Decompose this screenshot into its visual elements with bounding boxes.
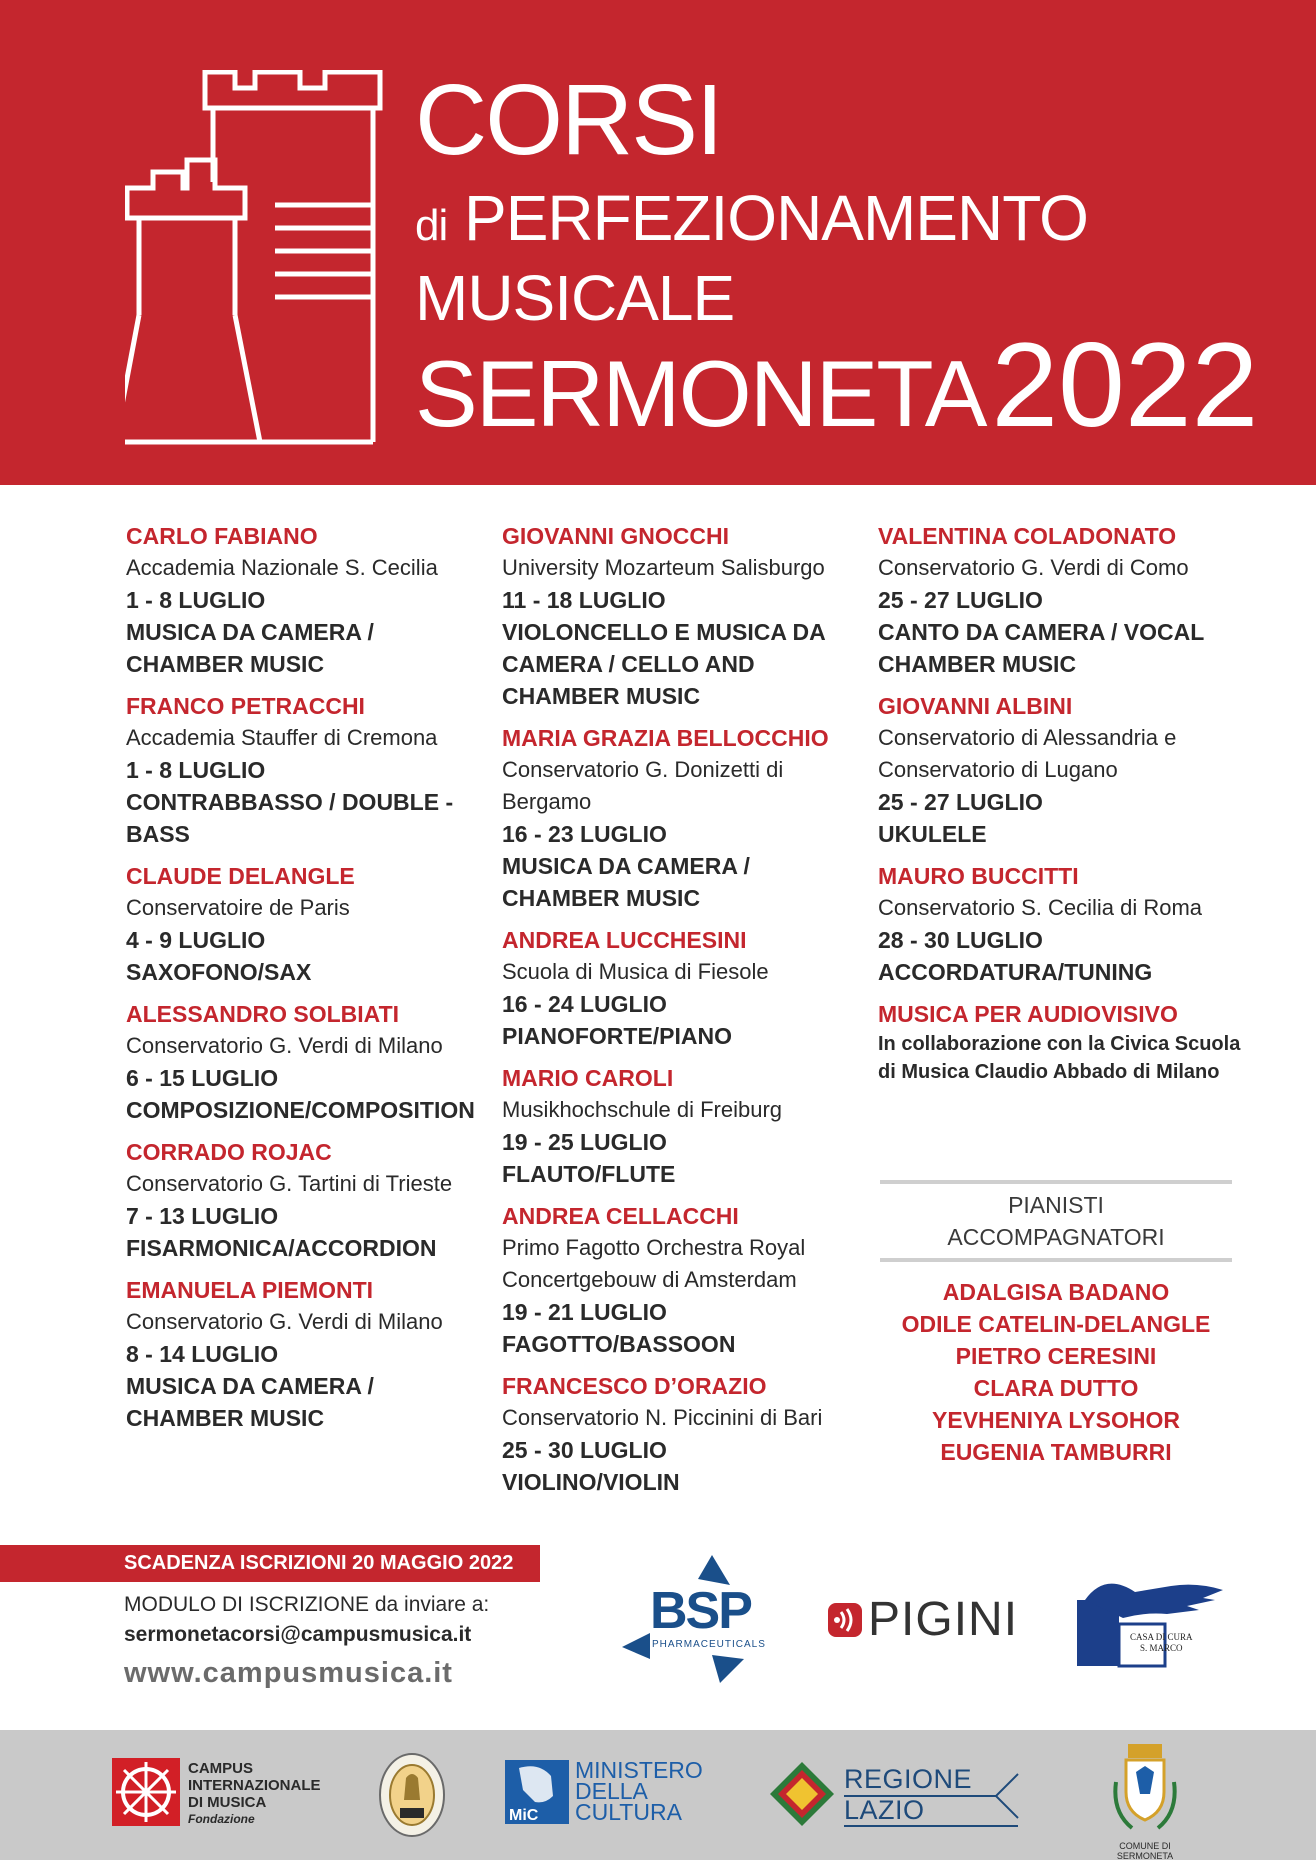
pianist-name: YEVHENIYA LYSOHOR	[932, 1407, 1180, 1433]
pianisti-heading-line2: ACCOMPAGNATORI	[947, 1224, 1165, 1250]
campus-line2: INTERNAZIONALE	[188, 1777, 321, 1794]
regione-line1: REGIONE	[844, 1764, 973, 1794]
course-entry	[502, 1200, 872, 1360]
institution: Conservatorio N. Piccinini di Bari	[502, 1405, 823, 1430]
website-link[interactable]: www.campusmusica.it	[124, 1657, 453, 1689]
course-dates: 1 - 8 LUGLIO	[126, 587, 266, 613]
course-subject: MUSICA DA CAMERA / CHAMBER MUSIC	[126, 619, 374, 677]
institution: Scuola di Musica di Fiesole	[502, 959, 769, 984]
registration-form-text: MODULO DI ISCRIZIONE da inviare a:	[124, 1593, 490, 1616]
pianisti-accompagnatori	[880, 1180, 1232, 1468]
course-subject: MUSICA DA CAMERA / CHAMBER MUSIC	[502, 853, 750, 911]
pianist-name: ADALGISA BADANO	[942, 1279, 1170, 1305]
ministero-text	[575, 1757, 703, 1825]
course-dates: 25 - 27 LUGLIO	[878, 789, 1043, 815]
header-banner	[0, 0, 1316, 485]
campus-line1: CAMPUS	[188, 1760, 254, 1777]
course-entry	[878, 860, 1248, 988]
bsp-subtitle: PHARMACEUTICALS	[652, 1639, 766, 1650]
pianist-name: EUGENIA TAMBURRI	[940, 1439, 1172, 1465]
courses-column-3	[878, 520, 1248, 1096]
course-entry	[126, 520, 496, 680]
course-subject: VIOLINO/VIOLIN	[502, 1469, 680, 1495]
seal-icon	[378, 1752, 446, 1838]
course-entry	[878, 520, 1248, 680]
course-entry	[502, 1062, 872, 1190]
institution: Primo Fagotto Orchestra Royal Concertgebouw di Amsterdam	[502, 1235, 806, 1292]
course-entry	[502, 722, 872, 914]
course-dates: 16 - 24 LUGLIO	[502, 991, 667, 1017]
title-year: 2022	[991, 318, 1259, 452]
course-subject: VIOLONCELLO E MUSICA DA CAMERA / CELLO AND CHAMBER MUSIC	[502, 619, 825, 709]
course-subject: MUSICA DA CAMERA / CHAMBER MUSIC	[126, 1373, 374, 1431]
course-entry	[878, 690, 1248, 850]
teacher-name: EMANUELA PIEMONTI	[126, 1277, 374, 1303]
ministero-line3: CULTURA	[575, 1799, 682, 1825]
divider	[880, 1258, 1232, 1262]
course-subject: SAXOFONO/SAX	[126, 959, 312, 985]
regione-line2: LAZIO	[844, 1795, 925, 1825]
course-subject: CONTRABBASSO / DOUBLE - BASS	[126, 789, 454, 847]
teacher-name: FRANCESCO D’ORAZIO	[502, 1373, 767, 1399]
campus-musica-text	[188, 1760, 338, 1828]
course-dates: 25 - 30 LUGLIO	[502, 1437, 667, 1463]
mic-badge: MiC	[509, 1807, 539, 1824]
title-perfezionamento-text: PERFEZIONAMENTO	[464, 182, 1088, 254]
teacher-name: ALESSANDRO SOLBIATI	[126, 1001, 400, 1027]
pigini-mark-icon	[828, 1595, 864, 1645]
teacher-name: MARIA GRAZIA BELLOCCHIO	[502, 725, 829, 751]
institution: Conservatorio S. Cecilia di Roma	[878, 895, 1203, 920]
campus-emblem-icon	[112, 1758, 180, 1826]
course-entry	[502, 520, 872, 712]
course-subject: PIANOFORTE/PIANO	[502, 1023, 733, 1049]
registration-email[interactable]: sermonetacorsi@campusmusica.it	[124, 1623, 472, 1646]
course-entry	[126, 998, 496, 1126]
course-dates: 25 - 27 LUGLIO	[878, 587, 1043, 613]
institution: Conservatorio G. Tartini di Trieste	[126, 1171, 453, 1196]
comune-sermoneta-logo	[1090, 1742, 1200, 1860]
winged-lion-icon	[1075, 1578, 1225, 1670]
title-corsi: CORSI	[415, 64, 722, 176]
course-subject: FISARMONICA/ACCORDION	[126, 1235, 437, 1261]
registration-deadline: SCADENZA ISCRIZIONI 20 MAGGIO 2022	[0, 1545, 540, 1582]
course-subject: COMPOSIZIONE/COMPOSITION	[126, 1097, 475, 1123]
castle-tower-icon	[125, 70, 385, 450]
pianist-name: ODILE CATELIN-DELANGLE	[901, 1311, 1211, 1337]
course-subject: FLAUTO/FLUTE	[502, 1161, 676, 1187]
institution: Conservatorio G. Verdi di Milano	[126, 1033, 443, 1058]
pianisti-heading	[880, 1184, 1232, 1258]
teacher-name: FRANCO PETRACCHI	[126, 693, 365, 719]
title-di: di	[415, 201, 448, 250]
teacher-name: CORRADO ROJAC	[126, 1139, 332, 1165]
title-sermoneta-text: SERMONETA	[415, 341, 986, 446]
course-dates: 6 - 15 LUGLIO	[126, 1065, 279, 1091]
courses-column-2	[502, 520, 872, 1508]
audiovisivo-collaboration: In collaborazione con la Civica Scuola di Musica Claudio Abbado di Milano	[878, 1033, 1241, 1083]
ministero-line1: MINISTERO	[575, 1757, 703, 1783]
campus-line4: Fondazione	[188, 1812, 255, 1826]
regione-lazio-text	[844, 1764, 972, 1826]
course-dates: 11 - 18 LUGLIO	[502, 587, 666, 613]
poster-title	[415, 64, 1259, 452]
ministero-line2: DELLA	[575, 1778, 648, 1804]
institution: Conservatorio G. Verdi di Como	[878, 555, 1189, 580]
title-sermoneta	[415, 318, 1259, 452]
pianisti-list	[880, 1276, 1232, 1468]
teacher-name: MAURO BUCCITTI	[878, 863, 1079, 889]
course-dates: 7 - 13 LUGLIO	[126, 1203, 279, 1229]
institution: Conservatoire de Paris	[126, 895, 350, 920]
course-entry	[126, 690, 496, 850]
mic-emblem-icon	[505, 1760, 569, 1824]
campus-line3: DI MUSICA	[188, 1794, 267, 1811]
bsp-logo	[620, 1555, 790, 1685]
pianisti-heading-line1: PIANISTI	[1008, 1192, 1104, 1218]
teacher-name: ANDREA LUCCHESINI	[502, 927, 747, 953]
course-entry	[126, 860, 496, 988]
course-subject: ACCORDATURA/TUNING	[878, 959, 1153, 985]
teacher-name: CLAUDE DELANGLE	[126, 863, 355, 889]
course-dates: 8 - 14 LUGLIO	[126, 1341, 279, 1367]
institution: Musikhochschule di Freiburg	[502, 1097, 783, 1122]
fondazione-caetani-seal	[378, 1752, 446, 1843]
pigini-wordmark: PIGINI	[868, 1593, 1019, 1646]
title-musicale: MUSICALE	[415, 262, 735, 334]
institution: Conservatorio G. Donizetti di Bergamo	[502, 757, 784, 814]
institution: Accademia Nazionale S. Cecilia	[126, 555, 438, 580]
footer-partners	[0, 1730, 1316, 1860]
casa-di-cura-text	[1130, 1632, 1193, 1654]
course-entry	[126, 1274, 496, 1434]
course-entry	[502, 924, 872, 1052]
course-dates: 16 - 23 LUGLIO	[502, 821, 667, 847]
courses-column-1	[126, 520, 496, 1444]
course-dates: 19 - 25 LUGLIO	[502, 1129, 667, 1155]
comune-text: COMUNE DI SERMONETA	[1116, 1841, 1174, 1860]
teacher-name: ANDREA CELLACCHI	[502, 1203, 739, 1229]
teacher-name: CARLO FABIANO	[126, 523, 318, 549]
teacher-name: VALENTINA COLADONATO	[878, 523, 1177, 549]
casa-line2: S. MARCO	[1140, 1643, 1183, 1653]
course-entry	[126, 1136, 496, 1264]
casa-line1: CASA DI CURA	[1130, 1632, 1193, 1642]
pianist-name: CLARA DUTTO	[973, 1375, 1139, 1401]
teacher-name: GIOVANNI GNOCCHI	[502, 523, 730, 549]
teacher-name: MARIO CAROLI	[502, 1065, 674, 1091]
title-perfezionamento	[415, 182, 1258, 262]
course-dates: 4 - 9 LUGLIO	[126, 927, 266, 953]
institution: Conservatorio G. Verdi di Milano	[126, 1309, 443, 1334]
course-subject: UKULELE	[878, 821, 987, 847]
course-dates: 28 - 30 LUGLIO	[878, 927, 1043, 953]
bsp-wordmark: BSP	[650, 1582, 751, 1640]
pianist-name: PIETRO CERESINI	[955, 1343, 1157, 1369]
coat-of-arms-icon	[1110, 1742, 1180, 1834]
course-subject: CANTO DA CAMERA / VOCAL CHAMBER MUSIC	[878, 619, 1204, 677]
institution: Conservatorio di Alessandria e Conservatorio di Lugano	[878, 725, 1177, 782]
course-entry-audiovisivo	[878, 998, 1248, 1086]
institution: Accademia Stauffer di Cremona	[126, 725, 438, 750]
course-dates: 19 - 21 LUGLIO	[502, 1299, 667, 1325]
course-subject: FAGOTTO/BASSOON	[502, 1331, 736, 1357]
teacher-name: GIOVANNI ALBINI	[878, 693, 1073, 719]
course-dates: 1 - 8 LUGLIO	[126, 757, 266, 783]
course-entry	[502, 1370, 872, 1498]
audiovisivo-title: MUSICA PER AUDIOVISIVO	[878, 1001, 1178, 1027]
institution: University Mozarteum Salisburgo	[502, 555, 825, 580]
casa-di-cura-logo	[1075, 1578, 1225, 1670]
